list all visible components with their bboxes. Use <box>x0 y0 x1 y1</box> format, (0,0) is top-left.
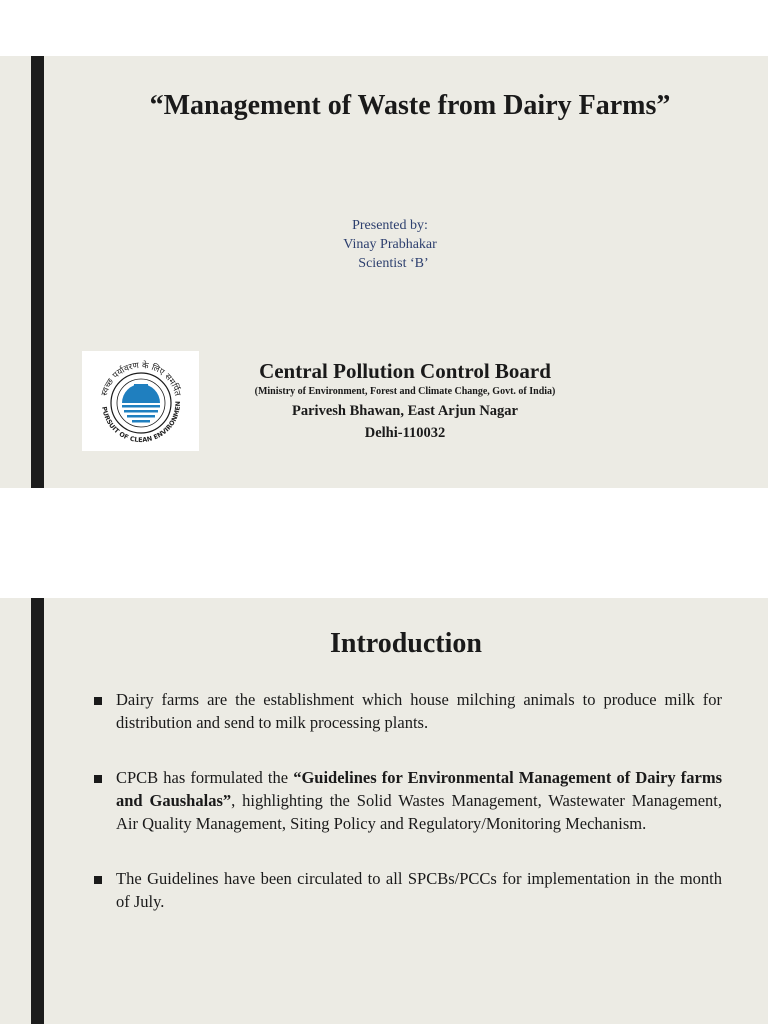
bullet-text: The Guidelines have been circulated to all SPCBs/PCCs for implementation in the month of July. <box>116 869 722 911</box>
cpcb-logo-icon <box>82 351 199 451</box>
presenter-label: Presented by: <box>352 218 428 233</box>
organization-city: Delhi-110032 <box>364 425 446 441</box>
presenter-designation: Scientist ‘B’ <box>351 256 429 271</box>
bullet-item <box>90 688 722 734</box>
bullet-text-prefix: CPCB has formulated the <box>116 768 294 787</box>
organization-block <box>210 358 600 444</box>
bullet-square-icon <box>94 876 102 884</box>
guidelines-title: “Guidelines for Environmental Management of Dairy farms and Gaushalas” <box>116 768 722 810</box>
bullet-square-icon <box>94 775 102 783</box>
accent-bar <box>31 598 44 1024</box>
slide-title: Introduction <box>330 628 482 659</box>
bullet-text-suffix: , highlighting the Solid Wastes Management, Wastewater Management, Air Quality Management, Siting Policy and Regulatory/Monitoring Mechanism. <box>116 791 723 833</box>
accent-bar <box>31 56 44 488</box>
logo-hindi-text: स्वच्छ पर्यावरण के लिए समर्पित <box>99 360 183 398</box>
organization-name: Central Pollution Control Board <box>259 359 551 383</box>
organization-address: Parivesh Bhawan, East Arjun Nagar <box>292 403 518 419</box>
slide-title: “Management of Waste from Dairy Farms” <box>149 90 671 121</box>
logo-english-text: PURSUIT OF CLEAN ENVIRONMEN <box>100 401 183 445</box>
slide-1 <box>0 56 768 488</box>
slide-2 <box>0 598 768 1024</box>
presenter-name: Vinay Prabhakar <box>343 237 437 252</box>
bullet-list <box>90 688 722 945</box>
organization-ministry: (Ministry of Environment, Forest and Climate Change, Govt. of India) <box>254 386 556 397</box>
bullet-square-icon <box>94 697 102 705</box>
presenter-block <box>300 216 480 273</box>
bullet-item <box>90 766 722 835</box>
bullet-text: Dairy farms are the establishment which house milching animals to produce milk for distribution and send to milk processing plants. <box>116 690 722 732</box>
bullet-item <box>90 867 722 913</box>
cpcb-logo <box>82 351 199 451</box>
